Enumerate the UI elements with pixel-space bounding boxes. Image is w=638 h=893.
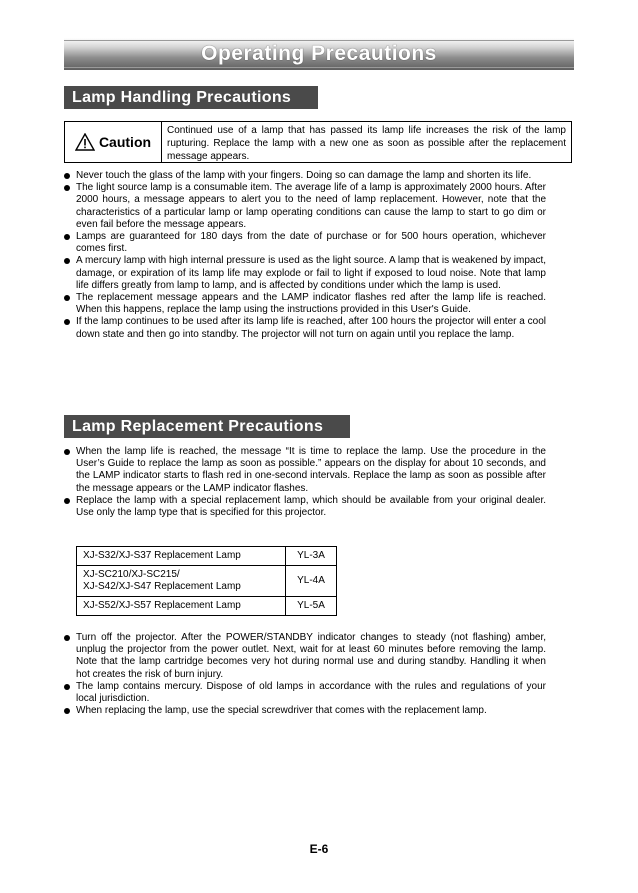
list-item xyxy=(64,446,546,495)
section-heading-lamp-handling: Lamp Handling Precautions xyxy=(64,86,318,109)
bullet-dot-icon xyxy=(64,635,70,641)
caution-label-cell xyxy=(65,122,162,162)
caution-label: Caution xyxy=(98,134,152,150)
title-rule-top xyxy=(64,40,574,41)
list-item-text: The lamp contains mercury. Dispose of old lamps in accordance with the rules and regulations of your local jurisdiction. xyxy=(76,680,546,705)
lamp-code-cell: YL-5A xyxy=(286,597,337,616)
bullet-dot-icon xyxy=(64,258,70,264)
bullet-dot-icon xyxy=(64,449,70,455)
list-item xyxy=(64,705,546,717)
section-heading-lamp-replacement: Lamp Replacement Precautions xyxy=(64,415,350,438)
lamp-model-cell xyxy=(77,597,286,616)
list-item-text: When the lamp life is reached, the message “It is time to replace the lamp. Use the procedure in the User’s Guide to replace the lamp as soon as possible.” appears on the display for about 10 seconds, and the LAMP indicator starts to flash red in one-second intervals. Replace the lamp as soon as possible after the message appears or the LAMP indicator flashes. xyxy=(76,446,546,494)
list-item xyxy=(64,681,546,705)
table-row xyxy=(77,547,337,566)
lamp-model-cell xyxy=(77,566,286,597)
list-item-text: The replacement message appears and the LAMP indicator flashes red after the lamp life is reached. When this happens, replace the lamp using the instructions provided in this User's Guide. xyxy=(76,292,546,316)
lamp-model-line: XJ-S32/XJ-S37 Replacement Lamp xyxy=(83,550,241,561)
bullet-dot-icon xyxy=(64,708,70,714)
bullet-dot-icon xyxy=(64,319,70,325)
list-item xyxy=(64,182,546,231)
page-number: E-6 xyxy=(309,842,329,856)
list-item xyxy=(64,170,546,182)
lamp-handling-list xyxy=(64,170,546,341)
list-item-text: Never touch the glass of the lamp with your fingers. Doing so can damage the lamp and shorten its life. xyxy=(76,170,532,181)
list-item-text: A mercury lamp with high internal pressure is used as the light source. A lamp that is weakened by impact, damage, or expiration of its lamp life may explode or fail to light if exposed to loud noise. Note that lamp life differs greatly from lamp to lamp, and is affected by conditions under which the lamp is used. xyxy=(76,255,546,291)
list-item-text: Replace the lamp with a special replacement lamp, which should be available from your original dealer. Use only the lamp type that is specified for this projector. xyxy=(76,494,546,519)
list-item-text: When replacing the lamp, use the special screwdriver that comes with the replacement lamp. xyxy=(76,705,487,717)
lamp-code-cell: YL-3A xyxy=(286,547,337,566)
list-item-text: The light source lamp is a consumable item. The average life of a lamp is approximately 2000 hours. After 2000 hours, a message appears to alert you to the need of lamp replacement. However, note that the characteristics of a particular lamp or lamp operating conditions can cause the lamp to start to go dim or even fail before the message appears. xyxy=(76,182,546,230)
bullet-dot-icon xyxy=(64,234,70,240)
list-item-text: Lamps are guaranteed for 180 days from the date of purchase or for 500 hours operation, whichever comes first. xyxy=(76,231,546,255)
lamp-replacement-list-b xyxy=(64,632,546,717)
list-item-text: If the lamp continues to be used after its lamp life is reached, after 100 hours the projector will enter a cool down state and then go into standby. The projector will not turn on again until you replace the lamp. xyxy=(76,316,546,340)
lamp-model-line: XJ-S52/XJ-S57 Replacement Lamp xyxy=(83,600,241,611)
bullet-dot-icon xyxy=(64,185,70,191)
table-row xyxy=(77,597,337,616)
bullet-dot-icon xyxy=(64,684,70,690)
title-rule-bottom xyxy=(64,67,574,68)
list-item xyxy=(64,255,546,292)
list-item-text: Turn off the projector. After the POWER/STANDBY indicator changes to steady (not flashing) amber, unplug the projector from the power outlet. Next, wait for at least 60 minutes before removing the lamp. Note that the lamp cartridge becomes very hot during normal use and during standby. Handling it when hot creates the risk of burn injury. xyxy=(76,632,546,680)
caution-box xyxy=(64,121,572,163)
bullet-dot-icon xyxy=(64,295,70,301)
list-item xyxy=(64,495,546,519)
lamp-model-line: XJ-SC210/XJ-SC215/ xyxy=(83,569,180,580)
list-item xyxy=(64,632,546,681)
caution-text: Continued use of a lamp that has passed its lamp life increases the risk of the lamp rupturing. Replace the lamp with a new one as soon as possible after the replacement message appears. xyxy=(167,125,566,162)
list-item xyxy=(64,316,546,340)
page-title: Operating Precautions xyxy=(201,42,437,65)
lamp-replacement-list-a xyxy=(64,446,546,519)
table-row xyxy=(77,566,337,597)
list-item xyxy=(64,292,546,316)
page-title-bar xyxy=(64,38,574,70)
replacement-lamp-table xyxy=(76,546,337,616)
warning-triangle-icon xyxy=(75,133,95,151)
bullet-dot-icon xyxy=(64,498,70,504)
list-item xyxy=(64,231,546,255)
lamp-model-line: XJ-S42/XJ-S47 Replacement Lamp xyxy=(83,581,241,592)
bullet-dot-icon xyxy=(64,173,70,179)
lamp-model-cell xyxy=(77,547,286,566)
lamp-code-cell: YL-4A xyxy=(286,566,337,597)
